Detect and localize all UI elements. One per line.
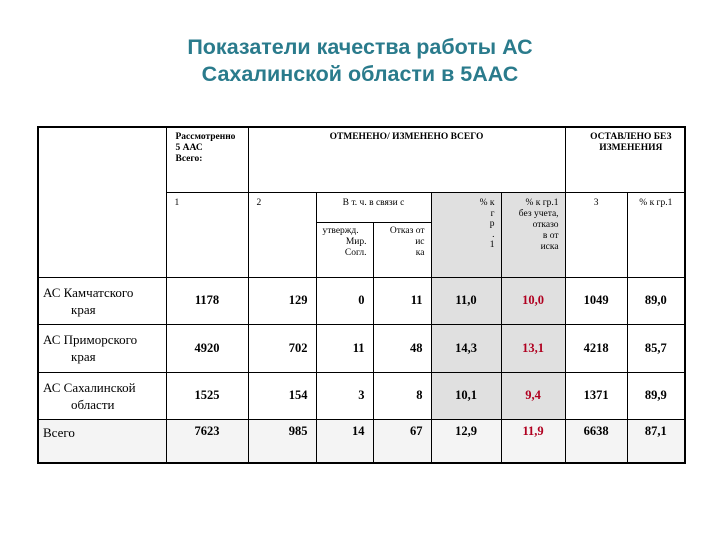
- utverzhd-line2: Мир.: [345, 236, 367, 247]
- header-ostavleno-line2: ИЗМЕНЕНИЯ: [599, 143, 663, 153]
- cell-refusal: 67: [373, 420, 431, 463]
- pct-excl-line2: без учета,: [518, 209, 559, 219]
- cell-kept: 1371: [565, 372, 627, 420]
- cell-pct: 12,9: [431, 420, 501, 463]
- otkaz-line1: Отказ от: [389, 225, 425, 236]
- cell-changed: 702: [248, 325, 316, 373]
- cell-agreement: 11: [316, 325, 373, 373]
- pct-excl-line4: в от: [542, 231, 559, 241]
- cell-total: 1525: [166, 372, 248, 420]
- cell-kept-pct: 89,0: [627, 277, 685, 325]
- header-pct-gr1-kept: % к гр.1: [627, 193, 685, 278]
- row-name-line2: области: [71, 396, 115, 412]
- cell-pct: 14,3: [431, 325, 501, 373]
- cell-changed: 129: [248, 277, 316, 325]
- title-line-2: Сахалинской области в 5ААС: [201, 62, 519, 86]
- cell-kept-pct: 89,9: [627, 372, 685, 420]
- row-name: [38, 277, 166, 325]
- header-otmeneno: ОТМЕНЕНО/ ИЗМЕНЕНО ВСЕГО: [248, 127, 565, 193]
- header-pct-gr1: [431, 193, 501, 278]
- cell-total: 7623: [166, 420, 248, 463]
- col-num-1: 1: [166, 193, 248, 278]
- cell-agreement: 0: [316, 277, 373, 325]
- cell-agreement: 14: [316, 420, 373, 463]
- cell-pct: 11,0: [431, 277, 501, 325]
- header-ostavleno: [565, 127, 685, 193]
- table-row: [38, 325, 685, 373]
- header-otkaz: [373, 222, 431, 277]
- header-pct-gr1-excl: [501, 193, 565, 278]
- cell-kept: 4218: [565, 325, 627, 373]
- otkaz-line2: ис: [415, 236, 425, 247]
- header-rassmotreno-line1: Рассмотренно: [175, 132, 236, 142]
- cell-total: 1178: [166, 277, 248, 325]
- cell-kept: 1049: [565, 277, 627, 325]
- row-name-line1: АС Приморского: [43, 332, 138, 348]
- row-name: [38, 325, 166, 373]
- page-title: [0, 34, 720, 88]
- cell-refusal: 48: [373, 325, 431, 373]
- header-rassmotreno-line2: 5 ААС: [175, 143, 203, 153]
- cell-agreement: 3: [316, 372, 373, 420]
- cell-kept: 6638: [565, 420, 627, 463]
- pct-gr1-part: % к: [479, 198, 495, 208]
- col-num-2: 2: [248, 193, 316, 278]
- row-name: Всего: [38, 420, 166, 463]
- cell-changed: 154: [248, 372, 316, 420]
- header-ostavleno-line1: ОСТАВЛЕНО БЕЗ: [590, 132, 672, 142]
- table-row: [38, 372, 685, 420]
- pct-gr1-part: г: [490, 208, 495, 219]
- row-name-line2: края: [71, 301, 96, 317]
- quality-table: [37, 126, 686, 464]
- cell-refusal: 8: [373, 372, 431, 420]
- pct-gr1-part: .: [492, 229, 495, 240]
- pct-excl-line1: % к гр.1: [525, 198, 559, 208]
- table-row: [38, 277, 685, 325]
- header-rassmotreno-line3: Всего:: [175, 154, 203, 164]
- pct-gr1-part: 1: [489, 240, 495, 250]
- pct-excl-line3: отказо: [532, 220, 559, 230]
- cell-total: 4920: [166, 325, 248, 373]
- utverzhd-line3: Согл.: [344, 247, 367, 258]
- cell-kept-pct: 87,1: [627, 420, 685, 463]
- pct-gr1-part: р: [489, 219, 495, 229]
- cell-changed: 985: [248, 420, 316, 463]
- utverzhd-line1: утвержд.: [322, 225, 359, 236]
- cell-pct-excl: 11,9: [501, 420, 565, 463]
- col-num-3: 3: [565, 193, 627, 278]
- cell-kept-pct: 85,7: [627, 325, 685, 373]
- cell-pct-excl: 13,1: [501, 325, 565, 373]
- corner-cell: [38, 127, 166, 277]
- row-name-line2: края: [71, 349, 96, 365]
- pct-excl-line5: иска: [540, 242, 559, 252]
- header-utverzhd: [316, 222, 373, 277]
- header-rassmotreno: [166, 127, 248, 193]
- table-row-total: [38, 420, 685, 463]
- cell-pct-excl: 9,4: [501, 372, 565, 420]
- cell-refusal: 11: [373, 277, 431, 325]
- cell-pct: 10,1: [431, 372, 501, 420]
- row-name-line1: АС Сахалинской: [43, 379, 136, 395]
- header-v-tom-chisle: В т. ч. в связи с: [316, 193, 431, 223]
- row-name-line1: АС Камчатского: [43, 284, 134, 300]
- cell-pct-excl: 10,0: [501, 277, 565, 325]
- row-name: [38, 372, 166, 420]
- otkaz-line3: ка: [415, 247, 425, 258]
- title-line-1: Показатели качества работы АС: [187, 35, 533, 59]
